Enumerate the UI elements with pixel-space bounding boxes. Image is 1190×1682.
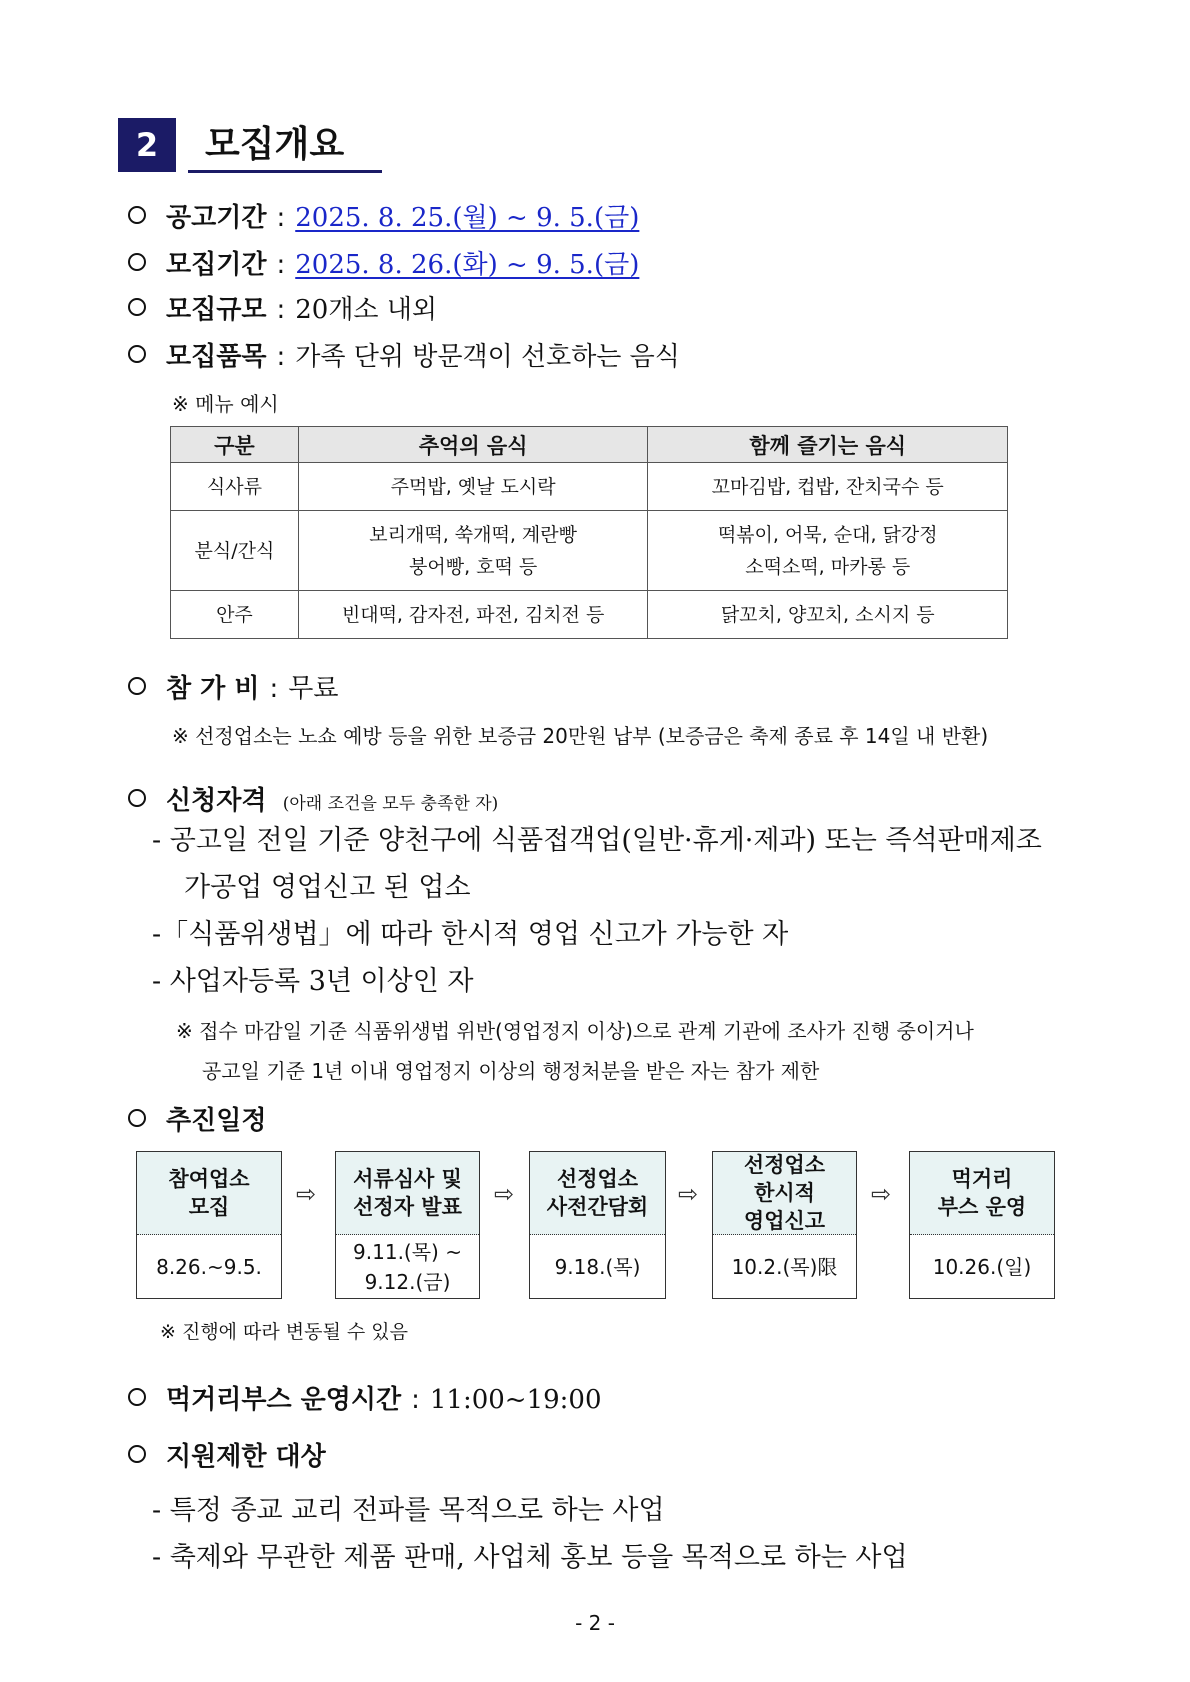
schedule-step (136, 1151, 282, 1299)
right-arrow-icon: ⇨ (296, 1180, 317, 1208)
table-header-memory: 추억의 음식 (298, 427, 648, 463)
hours-row: 먹거리부스 운영시간 : 11:00~19:00 (128, 1383, 602, 1417)
qualification-line: 가공업 영업신고 된 업소 (184, 872, 471, 903)
table-cell-together: 닭꼬치, 양꼬치, 소시지 등 (648, 591, 1008, 639)
schedule-step-title: 먹거리 부스 운영 (910, 1152, 1054, 1235)
table-cell-category: 분식/간식 (171, 511, 299, 591)
table-cell-memory: 빈대떡, 감자전, 파전, 김치전 등 (298, 591, 648, 639)
circle-bullet-icon (128, 206, 146, 224)
menu-example-table (170, 426, 1008, 639)
food-items-row: 모집품목 : 가족 단위 방문객이 선호하는 음식 (128, 340, 680, 374)
cell-line: 소떡소떡, 마카롱 등 (745, 555, 911, 578)
recruit-period-value: 2025. 8. 26.(화) ~ 9. 5.(금) (295, 250, 640, 280)
scale-label: 모집규모 (166, 295, 267, 325)
scale-value: 20개소 내외 (295, 295, 438, 325)
schedule-step-title: 선정업소 한시적 영업신고 (713, 1152, 856, 1235)
schedule-step (712, 1151, 857, 1299)
table-row (171, 463, 1008, 511)
section-number-badge: 2 (118, 118, 176, 172)
fee-row: 참 가 비 : 무료 (128, 672, 338, 706)
qualification-line: - 사업자등록 3년 이상인 자 (152, 966, 474, 997)
table-cell-category: 안주 (171, 591, 299, 639)
recruit-period-row: 모집기간 : 2025. 8. 26.(화) ~ 9. 5.(금) (128, 248, 639, 282)
circle-bullet-icon (128, 1445, 146, 1463)
table-row (171, 591, 1008, 639)
schedule-step-date: 10.26.(일) (932, 1254, 1032, 1279)
food-items-value: 가족 단위 방문객이 선호하는 음식 (295, 342, 680, 372)
hours-label: 먹거리부스 운영시간 (166, 1385, 402, 1415)
right-arrow-icon: ⇨ (871, 1180, 892, 1208)
qualification-line: -「식품위생법」에 따라 한시적 영업 신고가 가능한 자 (152, 919, 789, 950)
schedule-step-date: 8.26.~9.5. (156, 1254, 262, 1279)
schedule-row (128, 1104, 266, 1138)
hours-value: 11:00~19:00 (429, 1385, 602, 1415)
restriction-label: 지원제한 대상 (166, 1442, 326, 1472)
recruit-period-label: 모집기간 (166, 250, 267, 280)
schedule-step-title: 참여업소 모집 (137, 1152, 281, 1235)
table-header-row (171, 427, 1008, 463)
cell-line: 붕어빵, 호떡 등 (409, 555, 538, 578)
table-cell-together (648, 511, 1008, 591)
circle-bullet-icon (128, 1109, 146, 1127)
table-row (171, 511, 1008, 591)
qualification-subtitle: (아래 조건을 모두 충족한 자) (282, 794, 499, 814)
restriction-row (128, 1440, 326, 1474)
qualification-row (128, 784, 498, 821)
schedule-step-date: 10.2.(목)限 (731, 1254, 838, 1279)
right-arrow-icon: ⇨ (494, 1180, 515, 1208)
fee-note: ※ 선정업소는 노쇼 예방 등을 위한 보증금 20만원 납부 (보증금은 축제 종료 후 14일 내 반환) (172, 724, 989, 748)
food-items-label: 모집품목 (166, 342, 267, 372)
table-cell-together: 꼬마김밥, 컵밥, 잔치국수 등 (648, 463, 1008, 511)
schedule-step-date: 9.18.(목) (554, 1254, 641, 1279)
scale-row: 모집규모 : 20개소 내외 (128, 293, 437, 327)
qualification-note-line: ※ 접수 마감일 기준 식품위생법 위반(영업정지 이상)으로 관계 기관에 조사가 진행 중이거나 (176, 1019, 974, 1043)
circle-bullet-icon (128, 789, 146, 807)
circle-bullet-icon (128, 253, 146, 271)
table-header-together: 함께 즐기는 음식 (648, 427, 1008, 463)
restriction-line: - 축제와 무관한 제품 판매, 사업체 홍보 등을 목적으로 하는 사업 (152, 1542, 908, 1573)
cell-line: 보리개떡, 쑥개떡, 계란빵 (369, 523, 577, 546)
schedule-step-date: 9.11.(목) ~ 9.12.(금) (353, 1239, 462, 1294)
circle-bullet-icon (128, 345, 146, 363)
fee-label: 참 가 비 (166, 674, 260, 704)
schedule-step-title: 서류심사 및 선정자 발표 (336, 1152, 479, 1235)
fee-value: 무료 (288, 674, 339, 704)
page-number: - 2 - (575, 1611, 615, 1635)
restriction-line: - 특정 종교 교리 전파를 목적으로 하는 사업 (152, 1495, 665, 1526)
circle-bullet-icon (128, 1388, 146, 1406)
table-header-category: 구분 (171, 427, 299, 463)
section-title: 모집개요 (205, 124, 345, 165)
qualification-line: - 공고일 전일 기준 양천구에 식품접객업(일반·휴게·제과) 또는 즉석판매제조 (152, 825, 1042, 856)
table-cell-memory: 주먹밥, 옛날 도시락 (298, 463, 648, 511)
cell-line: 떡볶이, 어묵, 순대, 닭강정 (717, 523, 938, 546)
table-cell-memory (298, 511, 648, 591)
menu-example-note: ※ 메뉴 예시 (172, 392, 279, 416)
right-arrow-icon: ⇨ (678, 1180, 699, 1208)
schedule-step (335, 1151, 480, 1299)
notice-period-value: 2025. 8. 25.(월) ~ 9. 5.(금) (295, 203, 640, 233)
schedule-step (909, 1151, 1055, 1299)
schedule-label: 추진일정 (166, 1106, 267, 1136)
notice-period-row: 공고기간 : 2025. 8. 25.(월) ~ 9. 5.(금) (128, 201, 639, 235)
schedule-step-title: 선정업소 사전간담회 (530, 1152, 665, 1235)
circle-bullet-icon (128, 677, 146, 695)
notice-period-label: 공고기간 (166, 203, 267, 233)
schedule-step (529, 1151, 666, 1299)
section-title-underline (188, 170, 382, 173)
qualification-label: 신청자격 (166, 786, 267, 816)
circle-bullet-icon (128, 298, 146, 316)
table-cell-category: 식사류 (171, 463, 299, 511)
qualification-note-line: 공고일 기준 1년 이내 영업정지 이상의 행정처분을 받은 자는 참가 제한 (202, 1059, 820, 1083)
schedule-note: ※ 진행에 따라 변동될 수 있음 (160, 1321, 409, 1343)
